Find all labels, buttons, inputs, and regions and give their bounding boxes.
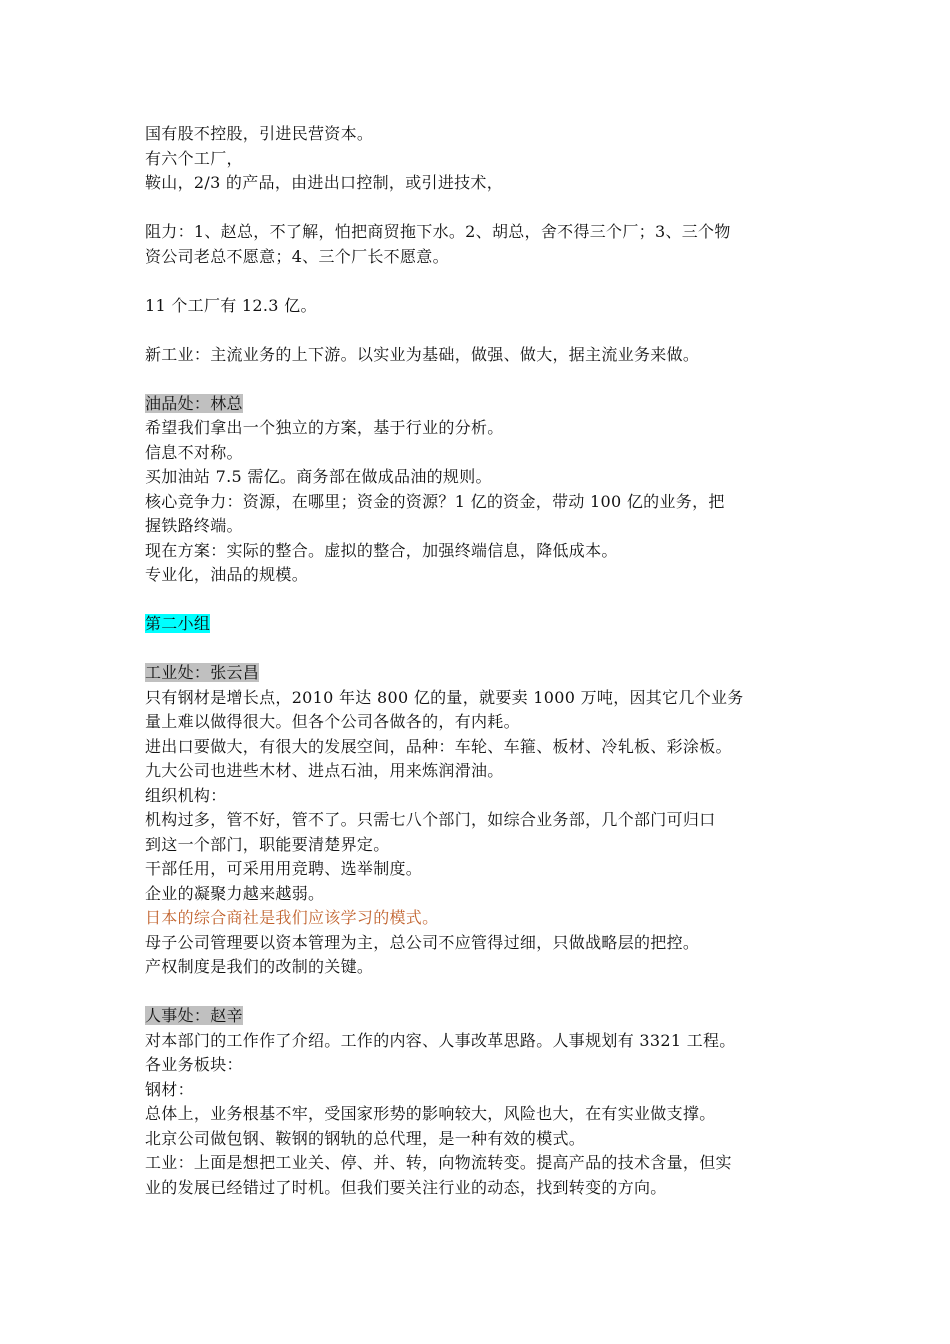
text-line: 对本部门的工作作了介绍。工作的内容、人事改革思路。人事规划有 3321 工程。 — [145, 1030, 736, 1050]
text-line: 干部任用，可采用用竞聘、选举制度。 — [145, 859, 423, 878]
text-line: 到这一个部门，职能要清楚界定。 — [145, 834, 390, 854]
text-line: 业的发展已经错过了时机。但我们要关注行业的动态，找到转变的方向。 — [145, 1177, 667, 1197]
paragraph-gap — [145, 318, 813, 343]
text-line: 核心竞争力：资源，在哪里；资金的资源？1 亿的资金，带动 100 亿的业务，把 — [145, 491, 725, 511]
hr-section-heading — [145, 1004, 813, 1029]
paragraph-gap — [145, 588, 813, 613]
text-line: 专业化，油品的规模。 — [145, 565, 309, 584]
text-line: 钢材： — [145, 1079, 194, 1099]
text-line: 信息不对称。 — [145, 442, 243, 462]
text-line: 量上难以做得很大。但各个公司各做各的，有内耗。 — [145, 712, 520, 731]
group2-heading-text: 第二小组 — [145, 614, 211, 633]
industry-heading-text: 工业处：张云昌 — [145, 663, 260, 682]
text-line: 机构过多，管不好，管不了。只需七八个部门，如综合业务部，几个部门可归口 — [145, 810, 716, 829]
text-line: 企业的凝聚力越来越弱。 — [145, 883, 325, 903]
paragraph-gap — [145, 637, 813, 662]
emphasis-line: 日本的综合商社是我们应该学习的模式。 — [145, 908, 439, 927]
hr-heading-text: 人事处：赵辛 — [145, 1006, 243, 1025]
text-line: 北京公司做包钢、鞍钢的钢轨的总代理，是一种有效的模式。 — [145, 1128, 586, 1148]
text-line: 工业：上面是想把工业关、停、并、转，向物流转变。提高产品的技术含量，但实 — [145, 1153, 732, 1172]
oil-section-heading — [145, 392, 813, 417]
text-line: 国有股不控股，引进民营资本。 — [145, 124, 374, 143]
text-line: 有六个工厂， — [145, 148, 243, 168]
paragraph-gap — [145, 367, 813, 392]
text-line: 握铁路终端。 — [145, 516, 243, 535]
group-heading — [145, 612, 813, 637]
text-line: 阻力：1、赵总，不了解，怕把商贸拖下水。2、胡总，舍不得三个厂；3、三个物 — [145, 222, 731, 241]
text-line: 进出口要做大，有很大的发展空间，品种：车轮、车箍、板材、冷轧板、彩涂板。 — [145, 736, 732, 756]
text-line: 组织机构： — [145, 785, 227, 805]
text-line: 产权制度是我们的改制的关键。 — [145, 957, 374, 976]
text-line: 九大公司也进些木材、进点石油，用来炼润滑油。 — [145, 761, 504, 780]
paragraph-gap — [145, 980, 813, 1005]
text-line: 各业务板块： — [145, 1055, 243, 1074]
text-line: 鞍山，2/3 的产品，由进出口控制，或引进技术， — [145, 173, 504, 192]
text-line: 总体上，业务根基不牢，受国家形势的影响较大，风险也大，在有实业做支撑。 — [145, 1104, 716, 1123]
text-line: 新工业：主流业务的上下游。以实业为基础，做强、做大，据主流业务来做。 — [145, 344, 700, 364]
paragraph-gap — [145, 269, 813, 294]
text-line: 11 个工厂有 12.3 亿。 — [145, 295, 317, 315]
industry-section-heading — [145, 661, 813, 686]
text-line: 买加油站 7.5 需亿。商务部在做成品油的规则。 — [145, 467, 492, 486]
text-line: 母子公司管理要以资本管理为主，总公司不应管得过细，只做战略层的把控。 — [145, 932, 700, 952]
paragraph-gap — [145, 196, 813, 221]
document-body — [145, 122, 813, 1200]
text-line: 现在方案：实际的整合。虚拟的整合，加强终端信息，降低成本。 — [145, 540, 618, 560]
text-line: 资公司老总不愿意；4、三个厂长不愿意。 — [145, 246, 449, 266]
text-line: 希望我们拿出一个独立的方案，基于行业的分析。 — [145, 418, 504, 437]
text-line: 只有钢材是增长点，2010 年达 800 亿的量，就要卖 1000 万吨，因其它几个业务 — [145, 687, 744, 707]
oil-heading-text: 油品处：林总 — [145, 393, 243, 413]
